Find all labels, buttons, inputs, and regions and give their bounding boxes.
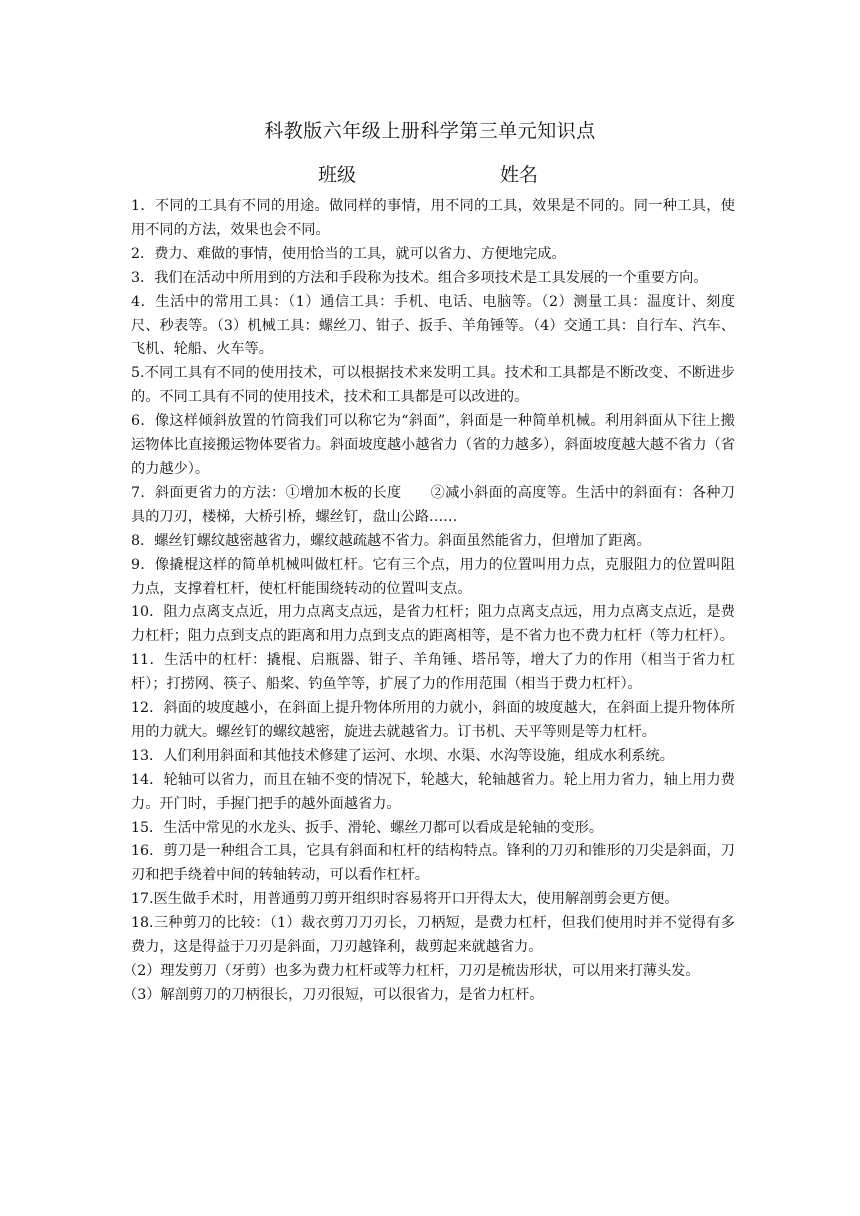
paragraph-13: 13．人们利用斜面和其他技术修建了运河、水坝、水渠、水沟等设施，组成水利系统。 [131, 747, 674, 764]
paragraph-9: 9．像撬棍这样的简单机械叫做杠杆。它有三个点，用力的位置叫用力点，克服阻力的位置叫阻力点，支撑着杠杆，使杠杆能围绕转动的位置叫支点。 [131, 556, 735, 597]
paragraph-5: 5.不同工具有不同的使用技术，可以根据技术来发明工具。技术和工具都是不断改变、不断进步的。不同工具有不同的使用技术，技术和工具都是可以改进的。 [131, 365, 735, 406]
paragraph-11: 11．生活中的杠杆：撬棍、启瓶器、钳子、羊角锤、塔吊等，增大了力的作用（相当于省力杠杆）；打捞网、筷子、船桨、钓鱼竿等，扩展了力的作用范围（相当于费力杠杆）。 [131, 652, 735, 693]
paragraph-6: 6．像这样倾斜放置的竹筒我们可以称它为“斜面”，斜面是一种简单机械。利用斜面从下往上搬运物体比直接搬运物体要省力。斜面坡度越小越省力（省的力越多），斜面坡度越大越不省力（省的力越少）。 [131, 413, 735, 477]
paragraph-15: 15．生活中常见的水龙头、扳手、滑轮、螺丝刀都可以看成是轮轴的变形。 [131, 819, 604, 836]
paragraph-7: 7．斜面更省力的方法：①增加木板的长度 ②减小斜面的高度等。生活中的斜面有：各种刀具的刀刃，楼梯，大桥引桥，螺丝钉，盘山公路…… [131, 484, 735, 525]
paragraph-18: 18.三种剪刀的比较：（1）裁衣剪刀刀刃长，刀柄短，是费力杠杆，但我们使用时并不觉得有多费力，这是得益于刀刃是斜面，刀刃越锋利，裁剪起来就越省力。 [131, 915, 735, 956]
paragraph-4: 4．生活中的常用工具：（1）通信工具：手机、电话、电脑等。（2）测量工具：温度计、刻度尺、秒表等。（3）机械工具：螺丝刀、钳子、扳手、羊角锤等。（4）交通工具：自行车、汽车、飞机、轮船、火车等。 [131, 293, 735, 358]
paragraph-16: 16．剪刀是一种组合工具，它具有斜面和杠杆的结构特点。锋利的刀刃和锥形的刀尖是斜面，刀刃和把手绕着中间的转轴转动，可以看作杠杆。 [131, 843, 735, 884]
paragraph-2: 2．费力、难做的事情，使用恰当的工具，就可以省力、方便地完成。 [131, 245, 566, 262]
name-label: 姓名 [500, 164, 539, 186]
document-title: 科教版六年级上册科学第三单元知识点 [264, 120, 596, 142]
paragraph-12: 12．斜面的坡度越小，在斜面上提升物体所用的力就小，斜面的坡度越大，在斜面上提升物体所用的力就大。螺丝钉的螺纹越密，旋进去就越省力。订书机、天平等则是等力杠杆。 [131, 700, 735, 740]
paragraph-3: 3．我们在活动中所用到的方法和手段称为技术。组合多项技术是工具发展的一个重要方向。 [131, 269, 708, 286]
paragraph-1: 1．不同的工具有不同的用途。做同样的事情，用不同的工具，效果是不同的。同一种工具，使用不同的方法，效果也会不同。 [131, 198, 735, 238]
document-body [123, 195, 735, 1008]
paragraph-14: 14．轮轴可以省力，而且在轴不变的情况下，轮越大，轮轴越省力。轮上用力省力，轴上用力费力。开门时，手握门把手的越外面越省力。 [131, 771, 735, 812]
paragraph-17: 17.医生做手术时，用普通剪刀剪开组织时容易将开口开得太大，使用解剖剪会更方便。 [131, 891, 679, 908]
class-label: 班级 [318, 164, 357, 186]
paragraph-18-item-2: （2）理发剪刀（牙剪）也多为费力杠杆或等力杠杆，刀刃是梳齿形状，可以用来打薄头发。 [123, 963, 700, 979]
paragraph-10: 10．阻力点离支点近，用力点离支点远，是省力杠杆；阻力点离支点远，用力点离支点近，是费力杠杆；阻力点到支点的距离和用力点到支点的距离相等，是不省力也不费力杠杆（等力杠杆）。 [131, 604, 735, 645]
paragraph-18-item-3: （3）解剖剪刀的刀柄很长，刀刃很短，可以很省力，是省力杠杆。 [123, 986, 544, 1003]
paragraph-8: 8．螺丝钉螺纹越密越省力，螺纹越疏越不省力。斜面虽然能省力，但增加了距离。 [131, 532, 651, 549]
